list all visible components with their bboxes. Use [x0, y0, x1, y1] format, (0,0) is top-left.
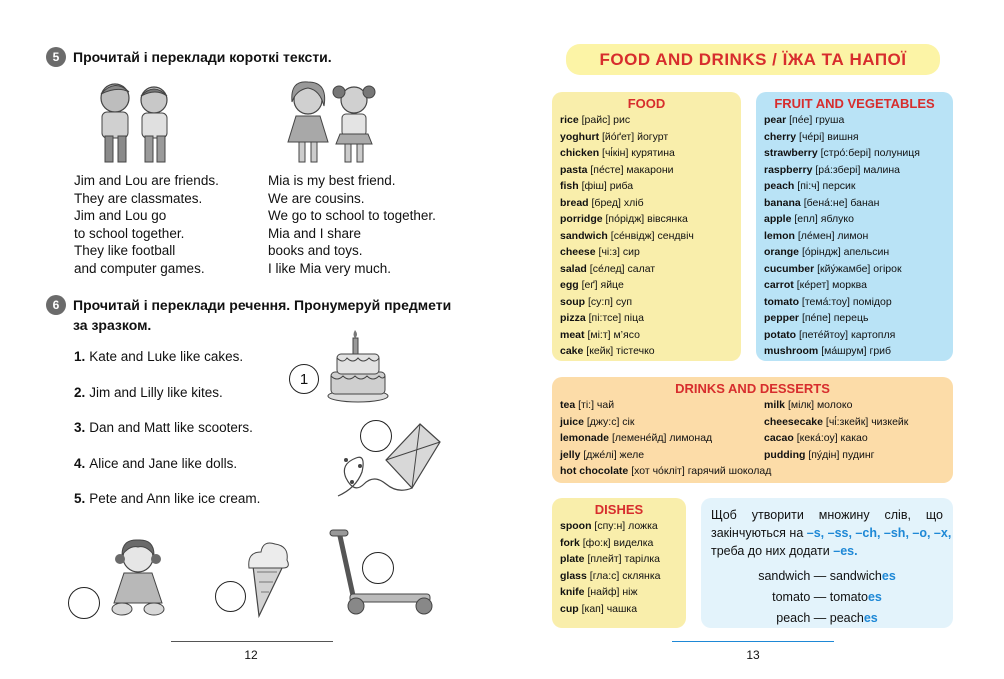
dishes-list	[560, 518, 678, 617]
boys-illustration	[88, 76, 184, 168]
vocab-word: cherry	[764, 130, 797, 143]
vocab-word: orange	[764, 246, 800, 258]
text-line: They are classmates.	[74, 190, 203, 206]
example-base: sandwich — sandwich	[758, 569, 882, 583]
vocab-word: sandwich	[560, 229, 608, 242]
vocab-entry	[560, 178, 733, 195]
vocab-translation: [йо́ґет] йогурт	[602, 130, 669, 143]
answer-circle-scooter[interactable]	[362, 552, 394, 584]
example-ending: es	[881, 569, 896, 583]
text-line: Jim and Lou go	[74, 208, 167, 224]
plural-rule-text: треба до них додати	[711, 544, 834, 558]
vocab-translation: [че́рі] вишня	[799, 130, 859, 143]
vocab-entry	[560, 228, 733, 245]
vocab-word: carrot	[764, 279, 794, 291]
vocab-word: lemon	[764, 229, 795, 242]
vocab-word: lemonade	[560, 432, 610, 444]
sentence-number: 4.	[74, 456, 86, 471]
plural-rule-text: закінчуються на	[711, 526, 807, 540]
plural-rule-line2	[711, 524, 952, 542]
vocab-word: cup	[560, 602, 579, 615]
vocab-word: egg	[560, 279, 579, 291]
fruit-list	[764, 112, 945, 360]
dishes-box	[552, 498, 686, 628]
vocab-translation: [джу:с] сік	[586, 415, 635, 428]
vocab-entry	[764, 145, 945, 162]
answer-circle-ice-cream[interactable]	[215, 581, 246, 612]
vocab-word: chicken	[560, 147, 600, 159]
exercise-5-title: Прочитай і переклади короткі тексти.	[73, 49, 332, 65]
vocab-translation: [чі́кін] курятина	[602, 147, 675, 159]
text-line: Mia is my best friend.	[268, 173, 396, 188]
vocab-entry	[560, 430, 764, 447]
vocab-translation: [ле́мен] лимон	[797, 229, 869, 242]
vocab-translation: [фо:к] виделка	[582, 536, 654, 549]
food-heading: FOOD	[627, 96, 666, 111]
text-line: Jim and Lou are friends.	[74, 173, 219, 188]
vocab-word: tea	[560, 399, 576, 411]
vocab-entry	[764, 414, 908, 431]
vocab-entry	[764, 261, 945, 278]
vocab-translation: [ті:] чай	[578, 399, 615, 411]
vocab-word: soup	[560, 295, 586, 308]
vocab-word: tomato	[764, 295, 799, 308]
vocab-word: spoon	[560, 520, 592, 532]
vocab-translation: [еґ] яйце	[581, 279, 624, 291]
vocab-translation: [райс] рис	[581, 114, 631, 126]
vocab-translation: [кап] чашка	[581, 602, 638, 615]
sentence-text: Jim and Lilly like kites.	[89, 385, 223, 400]
example-ending: es	[863, 611, 878, 625]
vocab-translation: [пете́йтоу] картопля	[799, 328, 896, 341]
vocab-translation: [ра́:збері] малина	[815, 163, 901, 176]
vocab-word: pizza	[560, 312, 586, 324]
text-line: to school together.	[74, 225, 185, 241]
vocab-entry	[764, 327, 945, 344]
vocab-word: pepper	[764, 312, 800, 324]
drinks-heading: DRINKS AND DESSERTS	[675, 381, 830, 396]
vocab-word: plate	[560, 553, 585, 565]
page-number-left: 12	[244, 648, 258, 662]
exercise-6-title	[73, 295, 451, 335]
vocab-word: pasta	[560, 163, 588, 176]
vocab-entry	[764, 343, 945, 360]
plural-suffix: –es.	[833, 544, 858, 558]
vocab-word: cacao	[764, 432, 794, 444]
vocab-entry	[764, 129, 945, 146]
food-list	[560, 112, 733, 360]
vocab-translation: [кека́:оу] какао	[796, 432, 868, 444]
sentence-text: Pete and Ann like ice cream.	[89, 491, 261, 506]
vocab-word: juice	[560, 415, 584, 428]
example-base: peach — peach	[776, 611, 864, 625]
exercise-6-title-line1: Прочитай і переклади речення. Пронумеруй предмети	[73, 297, 452, 313]
vocab-word: salad	[560, 262, 587, 275]
plural-example	[711, 566, 943, 587]
sentence-number: 3.	[74, 420, 86, 435]
vocab-translation: [ма́шрум] гриб	[821, 345, 892, 357]
vocab-translation: [дже́лі] желе	[583, 448, 645, 461]
vocab-translation: [ке́рет] морква	[796, 279, 867, 291]
vocab-word: milk	[764, 399, 786, 411]
vocab-word: cheese	[560, 246, 596, 258]
sentence-number: 1.	[74, 349, 86, 364]
food-box	[552, 92, 741, 361]
vocab-word: banana	[764, 196, 801, 209]
vocab-translation: [су:п] суп	[588, 295, 633, 308]
vocab-entry	[560, 129, 733, 146]
page-divider-left	[171, 641, 333, 642]
vocab-word: meat	[560, 328, 585, 341]
vocab-word: pear	[764, 114, 787, 126]
text-line: I like Mia very much.	[268, 260, 392, 276]
vocab-translation: [бред] хліб	[591, 196, 644, 209]
vocab-entry	[764, 162, 945, 179]
drinks-column-1	[560, 397, 772, 480]
vocab-word: potato	[764, 328, 797, 341]
vocab-word: mushroom	[764, 345, 819, 357]
fruit-heading: FRUIT AND VEGETABLES	[774, 96, 935, 111]
vocab-translation: [пе́сте] макарони	[590, 163, 674, 176]
vocab-entry	[764, 310, 945, 327]
vocab-translation: [кйу́жамбе] огірок	[817, 262, 902, 275]
vocab-translation: [мілк] молоко	[787, 399, 853, 411]
sentence-1	[74, 349, 243, 364]
vocab-translation: [тема́:тоу] помідор	[801, 295, 892, 308]
cake-picture	[325, 328, 391, 404]
vocab-entry	[764, 211, 945, 228]
vocab-translation: [хот чо́кліт] гарячий шоколад	[631, 465, 772, 477]
text-line: and computer games.	[74, 260, 205, 276]
text-line: We go to school to together.	[268, 208, 436, 224]
dishes-heading: DISHES	[594, 502, 644, 517]
text-line: Mia and I share	[268, 225, 362, 241]
vocab-entry	[560, 277, 733, 294]
vocab-translation: [пу́дін] пудинг	[808, 448, 875, 461]
vocab-translation: [пе́пе] перець	[801, 312, 869, 324]
vocab-entry	[560, 261, 733, 278]
vocab-translation: [кейк] тістечко	[586, 345, 655, 357]
exercise-6-number: 6	[46, 295, 66, 315]
vocab-word: strawberry	[764, 147, 818, 159]
vocab-entry	[764, 294, 945, 311]
page-title: FOOD AND DRINKS / ЇЖА ТА НАПОЇ	[566, 44, 940, 75]
vocab-entry	[560, 535, 678, 552]
example-base: tomato — tomato	[772, 590, 868, 604]
sentence-text: Kate and Luke like cakes.	[89, 349, 244, 364]
vocab-translation: [бена́:не] банан	[803, 196, 880, 209]
vocab-translation: [о́ріндж] апельсин	[801, 246, 890, 258]
vocab-translation: [спу:н] ложка	[594, 520, 658, 532]
vocab-translation: [се́лед] салат	[589, 262, 656, 275]
vocab-entry	[560, 551, 678, 568]
answer-circle-cake[interactable]: 1	[289, 364, 319, 394]
fruit-box	[756, 92, 953, 361]
text-line: We are cousins.	[268, 190, 365, 206]
vocab-entry	[764, 178, 945, 195]
drinks-box	[552, 377, 953, 483]
vocab-translation: [лемене́йд] лимонад	[611, 432, 713, 444]
example-ending: es	[867, 590, 882, 604]
sentence-text: Dan and Matt like scooters.	[89, 420, 253, 435]
vocab-word: rice	[560, 114, 579, 126]
vocab-word: fish	[560, 180, 579, 192]
vocab-entry	[560, 112, 733, 129]
answer-circle-doll[interactable]	[68, 587, 100, 619]
vocab-entry	[764, 430, 908, 447]
sentence-number: 5.	[74, 491, 86, 506]
vocab-entry	[560, 463, 772, 480]
sentence-number: 2.	[74, 385, 86, 400]
vocab-entry	[764, 447, 908, 464]
girls-illustration	[282, 76, 382, 168]
vocab-entry	[764, 195, 945, 212]
vocab-word: hot chocolate	[560, 465, 629, 477]
drinks-column-2	[764, 397, 908, 480]
vocab-entry	[560, 195, 733, 212]
vocab-word: yoghurt	[560, 130, 600, 143]
vocab-word: fork	[560, 536, 580, 549]
vocab-word: raspberry	[764, 163, 813, 176]
vocab-translation: [найф] ніж	[587, 586, 638, 598]
sentence-text: Alice and Jane like dolls.	[89, 456, 238, 471]
vocab-word: cheesecake	[764, 415, 823, 428]
sentence-5	[74, 491, 260, 506]
vocab-translation: [плейт] тарілка	[587, 553, 661, 565]
vocab-translation: [пе́е] груша	[789, 114, 845, 126]
text-jim-and-lou	[74, 172, 219, 278]
plural-rule-box	[701, 498, 953, 628]
sentence-2	[74, 385, 223, 400]
plural-rule-line3	[711, 542, 943, 560]
answer-circle-kite[interactable]	[360, 420, 392, 452]
vocab-translation: [гла:с] склянка	[589, 569, 661, 582]
vocab-word: glass	[560, 569, 587, 582]
vocab-translation: [се́нвідж] сендвіч	[610, 229, 694, 242]
text-line: They like football	[74, 243, 176, 259]
vocab-entry	[560, 518, 678, 535]
vocab-entry	[764, 228, 945, 245]
vocab-entry	[560, 162, 733, 179]
vocab-translation: [фіш] риба	[581, 180, 634, 192]
page-divider-right	[672, 641, 834, 642]
vocab-translation: [мі:т] м’ясо	[587, 328, 640, 341]
vocab-translation: [чі:з] сир	[598, 246, 640, 258]
plural-example	[711, 587, 943, 608]
vocab-word: jelly	[560, 448, 581, 461]
vocab-entry	[764, 244, 945, 261]
vocab-entry	[560, 601, 678, 618]
vocab-entry	[560, 343, 733, 360]
plural-rule-line1: Щоб утворити множину слів, що	[711, 508, 943, 522]
vocab-entry	[560, 294, 733, 311]
vocab-word: cucumber	[764, 262, 815, 275]
plural-example	[711, 608, 943, 629]
vocab-entry	[560, 310, 733, 327]
exercise-5-number: 5	[46, 47, 66, 67]
text-line: books and toys.	[268, 243, 363, 259]
vocab-entry	[560, 414, 764, 431]
vocab-translation: [пі:ч] персик	[797, 180, 856, 192]
exercise-6-title-line2: за зразком.	[73, 317, 152, 333]
vocab-entry	[764, 397, 908, 414]
vocab-entry	[560, 584, 678, 601]
vocab-entry	[560, 244, 733, 261]
vocab-translation: [по́рідж] вівсянка	[605, 213, 688, 225]
vocab-translation: [епл] яблуко	[794, 213, 854, 225]
vocab-entry	[560, 447, 764, 464]
vocab-entry	[560, 145, 733, 162]
vocab-word: porridge	[560, 213, 603, 225]
sentence-4	[74, 456, 237, 471]
doll-picture	[106, 537, 170, 619]
page-number-right: 13	[746, 648, 760, 662]
text-mia	[268, 172, 436, 278]
vocab-word: bread	[560, 196, 589, 209]
vocab-word: apple	[764, 213, 792, 225]
vocab-word: knife	[560, 586, 585, 598]
vocab-translation: [пі:тсе] піца	[588, 312, 644, 324]
sentence-3	[74, 420, 253, 435]
ice-cream-picture	[245, 538, 291, 618]
vocab-translation: [стро́:бері] полуниця	[820, 147, 920, 159]
vocab-word: cake	[560, 345, 584, 357]
vocab-entry	[764, 277, 945, 294]
vocab-entry	[764, 112, 945, 129]
vocab-entry	[560, 327, 733, 344]
plural-endings: –s, –ss, –ch, –sh, –o, –x,	[806, 526, 952, 540]
vocab-word: pudding	[764, 448, 806, 461]
vocab-word: peach	[764, 180, 795, 192]
vocab-entry	[560, 568, 678, 585]
vocab-entry	[560, 397, 764, 414]
vocab-translation: [чі́:зкейк] чизкейк	[825, 415, 909, 428]
vocab-entry	[560, 211, 733, 228]
